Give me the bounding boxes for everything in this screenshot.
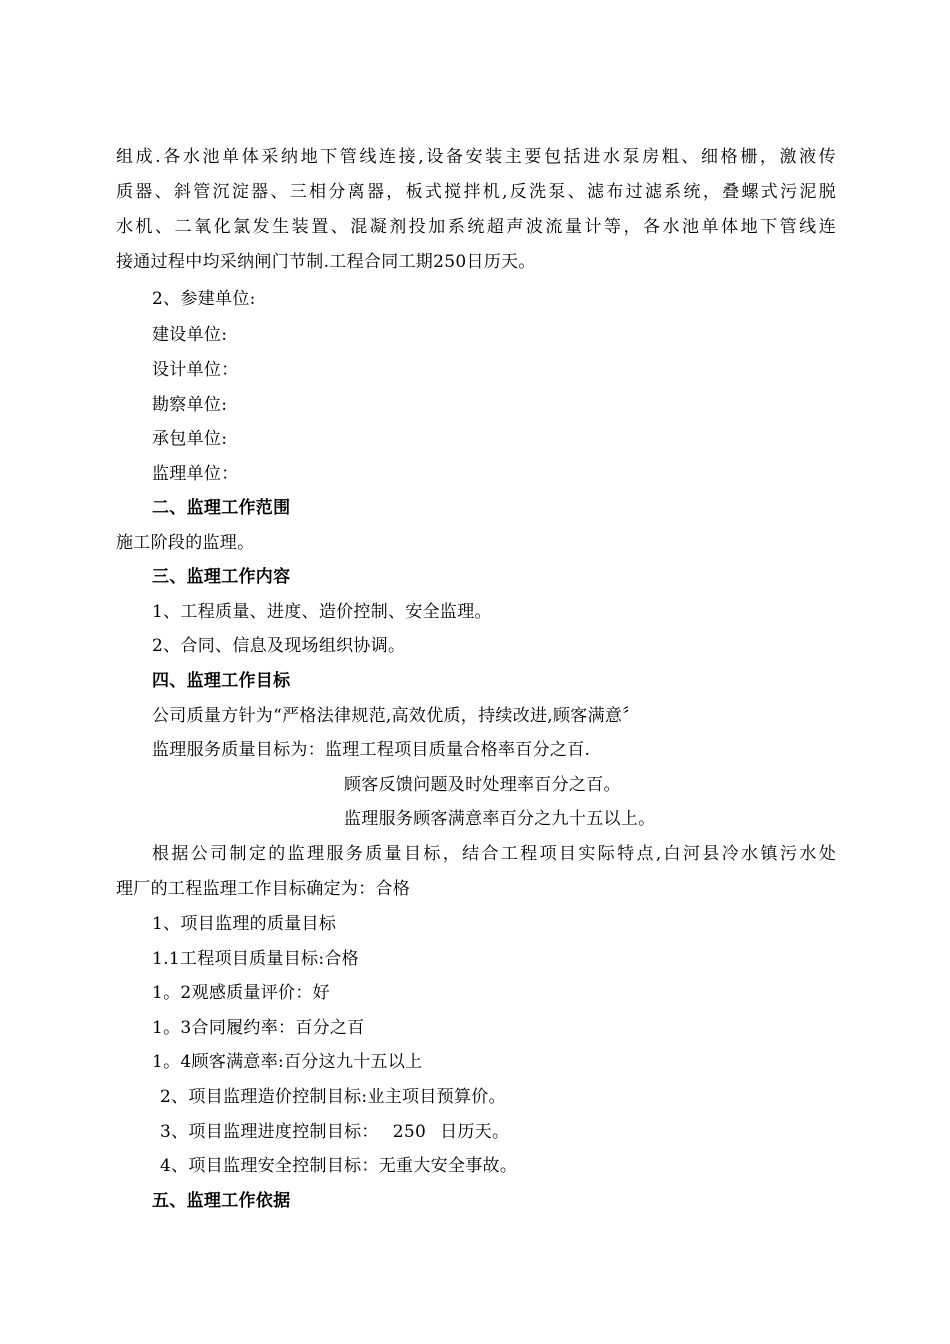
schedule-goal-unit: 日历天。 xyxy=(440,1122,510,1142)
section-2-text: 施工阶段的监理。 xyxy=(116,533,255,553)
construction-unit-label: 建设单位: xyxy=(152,325,228,345)
quality-policy: 公司质量方针为“严格法律规范,高效优质，持续改进,顾客满意〞 xyxy=(152,706,640,726)
contractor-unit-label: 承包单位: xyxy=(152,429,228,449)
section-4-heading: 四、监理工作目标 xyxy=(152,671,291,691)
supervisor-unit-label: 监理单位： xyxy=(152,464,239,484)
goal-basis-line-2: 理厂的工程监理工作目标确定为：合格 xyxy=(116,879,411,899)
section-3-item-2: 2、合同、信息及现场组织协调。 xyxy=(152,636,406,656)
intro-paragraph-line-4: 接通过程中均采纳闸门节制.工程合同工期250日历天。 xyxy=(116,252,536,272)
quality-goal-1-4: 1。4顾客满意率:百分这九十五以上 xyxy=(152,1052,423,1072)
cost-control-goal: 2、项目监理造价控制目标:业主项目预算价。 xyxy=(160,1087,506,1107)
section-3-heading: 三、监理工作内容 xyxy=(152,567,291,587)
section-5-heading: 五、监理工作依据 xyxy=(152,1191,291,1211)
intro-paragraph-line-2: 质器、斜管沉淀器、三相分离器，板式搅拌机,反洗泵、滤布过滤系统，叠螺式污泥脱 xyxy=(116,182,836,202)
quality-goal-1-1: 1.1工程项目质量目标:合格 xyxy=(152,949,359,969)
safety-control-goal: 4、项目监理安全控制目标：无重大安全事故。 xyxy=(160,1156,518,1176)
service-quality-goal-line-3: 监理服务顾客满意率百分之九十五以上。 xyxy=(344,809,656,829)
quality-goal-1-3: 1。3合同履约率：百分之百 xyxy=(152,1018,365,1038)
participants-title: 2、参建单位: xyxy=(152,289,256,309)
service-quality-goal: 监理服务质量目标为：监理工程项目质量合格率百分之百. xyxy=(152,740,591,760)
survey-unit-label: 勘察单位: xyxy=(152,395,228,415)
design-unit-label: 设计单位： xyxy=(152,360,239,380)
quality-goal-1-2: 1。2观感质量评价：好 xyxy=(152,983,330,1003)
section-2-heading: 二、监理工作范围 xyxy=(152,498,291,518)
intro-paragraph-line-3: 水机、二氧化氯发生装置、混凝剂投加系统超声波流量计等，各水池单体地下管线连 xyxy=(116,217,836,237)
intro-paragraph-line-1: 组成.各水池单体采纳地下管线连接,设备安装主要包括进水泵房粗、细格栅，激液传 xyxy=(116,147,836,167)
schedule-control-goal xyxy=(160,1121,509,1143)
schedule-goal-days: 250 xyxy=(392,1122,427,1142)
schedule-goal-label: 3、项目监理进度控制目标： xyxy=(160,1122,379,1142)
quality-goals-title: 1、项目监理的质量目标 xyxy=(152,914,337,934)
goal-basis-line-1: 根据公司制定的监理服务质量目标，结合工程项目实际特点,白河县冷水镇污水处 xyxy=(152,844,836,864)
service-quality-goal-line-2: 顾客反馈问题及时处理率百分之百。 xyxy=(344,775,621,795)
section-3-item-1: 1、工程质量、进度、造价控制、安全监理。 xyxy=(152,602,492,622)
